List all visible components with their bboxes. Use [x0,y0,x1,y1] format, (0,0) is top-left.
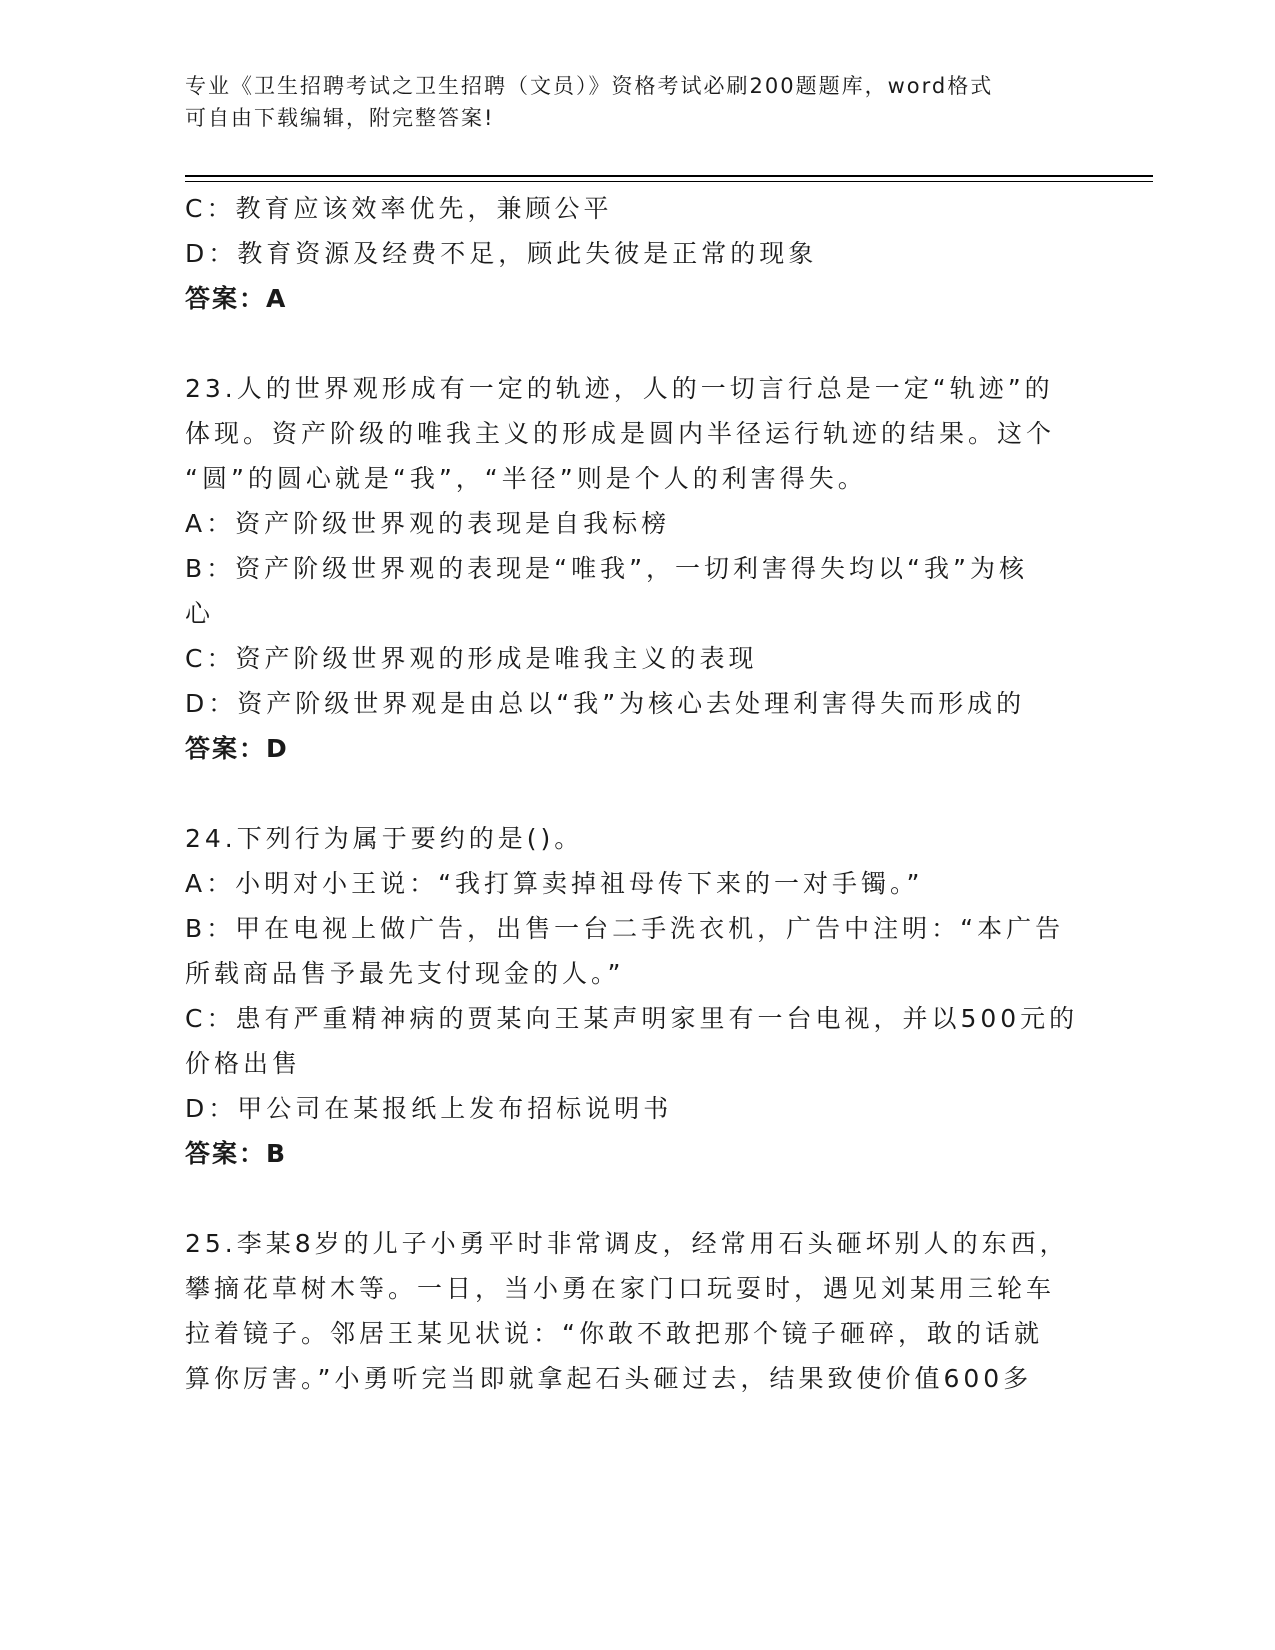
q23-stem-line: 体现。资产阶级的唯我主义的形成是圆内半径运行轨迹的结果。这个 [185,419,1056,448]
q25-stem-line: 拉着镜子。邻居王某见状说：“你敢不敢把那个镜子砸碎，敢的话就 [185,1319,1043,1348]
header-divider-thin [185,181,1153,182]
q24-stem: 24.下列行为属于要约的是()。 [185,824,584,853]
q23-option-c: C：资产阶级世界观的形成是唯我主义的表现 [185,644,758,673]
q24-option-a: A：小明对小王说：“我打算卖掉祖母传下来的一对手镯。” [185,869,924,898]
q24-option-c-line: C：患有严重精神病的贾某向王某声明家里有一台电视，并以500元的 [185,1004,1079,1033]
q23-option-b-line: 心 [185,599,215,628]
q24-option-c-line: 价格出售 [185,1049,302,1078]
document-header [185,70,1065,134]
q25-stem-line: 算你厉害。”小勇听完当即就拿起石头砸过去，结果致使价值600多 [185,1364,1033,1393]
q22-option-d: D：教育资源及经费不足，顾此失彼是正常的现象 [185,239,818,268]
header-title-line-1: 专业《卫生招聘考试之卫生招聘（文员）》资格考试必刷200题题库，word格式 [185,74,994,98]
q24-answer: 答案：B [185,1139,288,1168]
question-25 [185,1221,1075,1401]
q24-option-b-line: 所载商品售予最先支付现金的人。” [185,959,625,988]
q22-option-c: C：教育应该效率优先，兼顾公平 [185,194,613,223]
question-24 [185,816,1079,1176]
q23-option-d: D：资产阶级世界观是由总以“我”为核心去处理利害得失而形成的 [185,689,1026,718]
header-divider-thick [185,175,1153,177]
spacer [185,771,1075,816]
q23-option-a: A：资产阶级世界观的表现是自我标榜 [185,509,671,538]
spacer [185,1176,1075,1221]
q23-option-b-line: B：资产阶级世界观的表现是“唯我”，一切利害得失均以“我”为核 [185,554,1028,583]
question-22 [185,186,1075,321]
question-23 [185,366,1075,771]
q24-option-b-line: B：甲在电视上做广告，出售一台二手洗衣机，广告中注明：“本广告 [185,914,1065,943]
document-body [185,186,1079,1401]
spacer [185,321,1075,366]
q22-answer: 答案：A [185,284,288,313]
q23-stem-line: 23.人的世界观形成有一定的轨迹，人的一切言行总是一定“轨迹”的 [185,374,1054,403]
q23-stem-line: “圆”的圆心就是“我”，“半径”则是个人的利害得失。 [185,464,867,493]
q25-stem-line: 攀摘花草树木等。一日，当小勇在家门口玩耍时，遇见刘某用三轮车 [185,1274,1056,1303]
header-title-line-2: 可自由下载编辑，附完整答案! [185,106,495,130]
q25-stem-line: 25.李某8岁的儿子小勇平时非常调皮，经常用石头砸坏别人的东西， [185,1229,1069,1258]
q24-option-d: D：甲公司在某报纸上发布招标说明书 [185,1094,673,1123]
q23-answer: 答案：D [185,734,289,763]
